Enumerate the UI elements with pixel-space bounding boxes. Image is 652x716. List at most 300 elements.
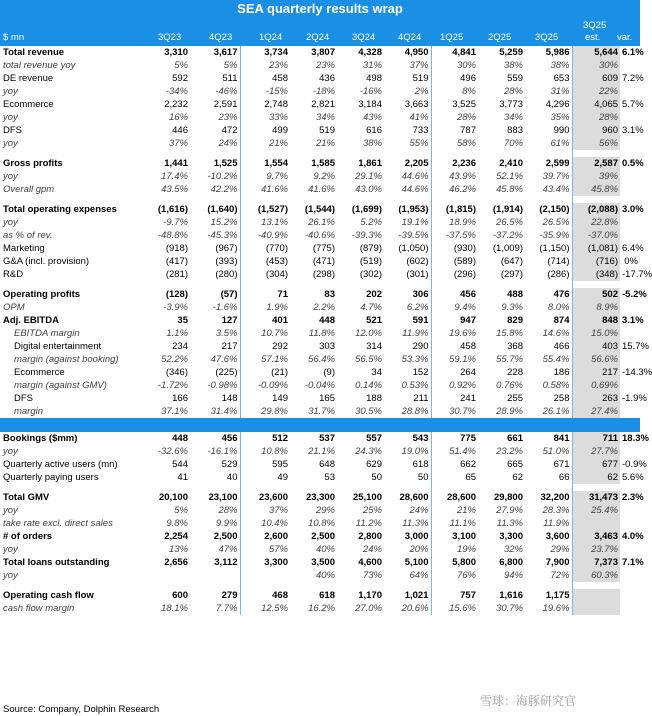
cell-variance: -0.9% xyxy=(622,459,647,470)
cell-value: 4,950 xyxy=(404,47,429,58)
cell-value: -40.9% xyxy=(240,229,290,242)
row-label: Adj. EBITDA xyxy=(3,315,59,326)
table-row xyxy=(0,458,640,471)
cell-variance: -14.3% xyxy=(622,367,652,378)
row-label: DE revenue xyxy=(3,73,54,84)
cell-variance: 15.7% xyxy=(622,341,649,352)
cell-variance xyxy=(620,301,640,314)
cell-value: 3,500 xyxy=(311,557,335,568)
table-row xyxy=(0,170,640,183)
cell-value: 2% xyxy=(414,86,429,97)
col-header-3q25: 3Q25 xyxy=(535,32,559,43)
cell-value: 0.14% xyxy=(355,380,382,391)
row-label: Total revenue xyxy=(3,47,65,58)
row-label: Total GMV xyxy=(3,492,50,503)
cell-estimate: 25.4% xyxy=(572,504,620,517)
cell-variance xyxy=(620,216,640,229)
row-label: yoy xyxy=(3,86,18,97)
cell-value: 37% xyxy=(240,504,290,517)
cell-variance: 3.1% xyxy=(622,315,644,326)
cell-value: 15.8% xyxy=(496,328,523,339)
cell-value: 368 xyxy=(507,341,523,352)
cell-value: 4,841 xyxy=(431,46,478,59)
cell-value: 10.7% xyxy=(240,327,290,340)
cell-value: 19% xyxy=(431,543,478,556)
cell-value: 671 xyxy=(553,459,570,470)
cell-value: 829 xyxy=(507,315,523,326)
cell-value: 41 xyxy=(177,472,188,483)
col-header-3q24: 3Q24 xyxy=(352,32,376,43)
cell-value: -39.5% xyxy=(398,230,429,241)
cell-value: 50 xyxy=(371,472,382,483)
cell-value: 41.6% xyxy=(308,184,335,195)
cell-estimate: 56% xyxy=(572,137,620,150)
cell-value: 56.5% xyxy=(355,354,382,365)
cell-value: 2,591 xyxy=(213,99,238,110)
cell-value: 32,200 xyxy=(540,492,570,503)
table-row xyxy=(0,432,640,445)
cell-value xyxy=(190,569,240,582)
cell-value: (1,150) xyxy=(539,243,570,254)
cell-value: 466 xyxy=(553,341,570,352)
cell-variance xyxy=(620,111,640,124)
col-header-1q24: 1Q24 xyxy=(259,32,283,43)
cell-value: -35.9% xyxy=(539,230,570,241)
cell-estimate: (2,088) xyxy=(572,203,620,216)
cell-value: 6.2% xyxy=(406,302,429,313)
cell-estimate: 15.0% xyxy=(572,327,620,340)
cell-value: 3,617 xyxy=(213,47,238,58)
cell-value: 228 xyxy=(507,367,523,378)
cell-value: -37.5% xyxy=(431,229,478,242)
cell-value: (21) xyxy=(240,366,290,379)
cell-variance xyxy=(620,170,640,183)
cell-value: 28.3% xyxy=(542,505,570,516)
cell-value: 653 xyxy=(553,73,570,84)
cell-value: (918) xyxy=(165,243,188,254)
cell-value: 841 xyxy=(553,433,570,444)
cell-value: 41.6% xyxy=(240,183,290,196)
cell-value: 30% xyxy=(431,59,478,72)
table-row xyxy=(0,504,640,517)
cell-value: 629 xyxy=(366,459,382,470)
cell-value: 38% xyxy=(362,138,382,149)
page-title: SEA quarterly results wrap xyxy=(0,0,640,18)
cell-value: 14.6% xyxy=(542,328,570,339)
cell-value: 10.8% xyxy=(308,518,335,529)
cell-value: 8% xyxy=(431,85,478,98)
row-label: yoy xyxy=(3,138,18,149)
cell-value: 18.1% xyxy=(161,603,188,614)
cell-value: 947 xyxy=(431,314,478,327)
cell-value: 23% xyxy=(315,60,335,71)
cell-value: 241 xyxy=(431,392,478,405)
cell-variance: 2.3% xyxy=(622,492,644,503)
cell-value: 10.4% xyxy=(240,517,290,530)
cell-value: 47.6% xyxy=(210,354,238,365)
cell-value: 152 xyxy=(412,367,429,378)
cell-value: 9.9% xyxy=(215,518,238,529)
cell-value: 11.2% xyxy=(355,518,382,529)
cell-value: 186 xyxy=(553,367,570,378)
row-label: Digital entertainment xyxy=(14,341,102,352)
cell-value: 23,300 xyxy=(305,492,335,503)
cell-value: 512 xyxy=(240,432,290,445)
cell-value: 23.2% xyxy=(496,446,523,457)
cell-value: (1,914) xyxy=(492,204,523,215)
cell-estimate: 3,463 xyxy=(572,530,620,543)
cell-value: 76% xyxy=(431,569,478,582)
cell-value: 5% xyxy=(223,60,238,71)
cell-value: 45.8% xyxy=(496,184,523,195)
cell-value: 27.0% xyxy=(355,603,382,614)
cell-value: -18% xyxy=(312,86,335,97)
col-header-2q24: 2Q24 xyxy=(306,32,330,43)
cell-value: 28,600 xyxy=(399,492,429,503)
cell-value: 234 xyxy=(172,341,188,352)
col-header-4q23: 4Q23 xyxy=(209,32,233,43)
cell-value: 519 xyxy=(319,125,335,136)
cell-value: 57.1% xyxy=(240,353,290,366)
cell-estimate: 60.3% xyxy=(572,569,620,582)
cell-value: 3,525 xyxy=(431,98,478,111)
cell-value: (302) xyxy=(359,269,382,280)
cell-value: 9.7% xyxy=(240,170,290,183)
cell-estimate: 217 xyxy=(572,366,620,379)
cell-variance xyxy=(620,85,640,98)
cell-value: 83 xyxy=(324,289,335,300)
table-row xyxy=(0,517,640,530)
cell-value: 290 xyxy=(412,341,429,352)
cell-value: 211 xyxy=(413,393,429,404)
row-label: Overall gpm xyxy=(3,184,55,195)
cell-value: 3,773 xyxy=(499,99,523,110)
cell-value: 28.8% xyxy=(401,406,429,417)
cell-value: 458 xyxy=(431,340,478,353)
row-label: Total loans outstanding xyxy=(3,557,110,568)
cell-value: 21% xyxy=(315,138,335,149)
cell-value: 70% xyxy=(503,138,523,149)
cell-variance xyxy=(620,353,640,366)
cell-value: (1,640) xyxy=(207,204,238,215)
spacer-row xyxy=(0,484,640,491)
cell-estimate: (348) xyxy=(572,268,620,281)
cell-value: 5% xyxy=(174,60,188,71)
cell-value: -0.04% xyxy=(304,380,335,391)
cell-value: 757 xyxy=(431,589,478,602)
cell-value: 1,616 xyxy=(499,590,523,601)
cell-value: (1,009) xyxy=(492,243,523,254)
cell-value: 499 xyxy=(240,124,290,137)
cell-value: 306 xyxy=(412,289,429,300)
cell-estimate: 502 xyxy=(572,288,620,301)
cell-value: 592 xyxy=(172,73,188,84)
cell-value: 4,600 xyxy=(358,557,382,568)
cell-value: 258 xyxy=(553,393,570,404)
cell-value: 55.7% xyxy=(496,354,523,365)
cell-value: 11.1% xyxy=(431,517,478,530)
cell-value: 43% xyxy=(362,112,382,123)
cell-value: 1,861 xyxy=(358,158,382,169)
cell-value: 648 xyxy=(319,459,335,470)
table-row xyxy=(0,85,640,98)
cell-value: 456 xyxy=(221,433,238,444)
cell-estimate: 960 xyxy=(572,124,620,137)
cell-value: 12.5% xyxy=(240,602,290,615)
cell-variance xyxy=(620,569,640,582)
cell-value: 436 xyxy=(319,73,335,84)
cell-value: 43.9% xyxy=(431,170,478,183)
cell-value: 23% xyxy=(240,59,290,72)
cell-estimate: 7,373 xyxy=(572,556,620,569)
cell-value: (1,699) xyxy=(351,204,382,215)
cell-value: 401 xyxy=(240,314,290,327)
cell-value: 5,259 xyxy=(499,47,523,58)
cell-value: 3,184 xyxy=(358,99,382,110)
cell-value: 52.2% xyxy=(161,354,188,365)
cell-value: 9.4% xyxy=(431,301,478,314)
cell-value: (589) xyxy=(431,255,478,268)
cell-value: 33% xyxy=(240,111,290,124)
cell-value: (346) xyxy=(165,367,188,378)
cell-value: 6,800 xyxy=(499,557,523,568)
cell-value: 31% xyxy=(362,60,382,71)
cell-variance xyxy=(620,183,640,196)
cell-value: 25% xyxy=(362,505,382,516)
cell-value: 37% xyxy=(409,60,429,71)
cell-value: 53.3% xyxy=(401,354,429,365)
row-label: as % of rev. xyxy=(3,230,53,241)
cell-value: 24.3% xyxy=(355,446,382,457)
cell-value: 40 xyxy=(226,472,238,483)
table-row xyxy=(0,216,640,229)
table-row xyxy=(0,203,640,216)
table-row xyxy=(0,255,640,268)
cell-value: 446 xyxy=(172,125,188,136)
cell-value: 38% xyxy=(550,60,570,71)
cell-value: 29.1% xyxy=(355,171,382,182)
cell-value: 3,310 xyxy=(164,47,188,58)
column-header xyxy=(0,18,640,46)
cell-value: 19.0% xyxy=(401,446,429,457)
cell-value: 618 xyxy=(319,590,335,601)
row-label: take rate excl. direct sales xyxy=(3,518,113,529)
cell-value: 55.4% xyxy=(542,354,570,365)
cell-value: 3,100 xyxy=(431,530,478,543)
cell-value: 2,600 xyxy=(240,530,290,543)
cell-value: 49 xyxy=(240,471,290,484)
cell-value: 29,800 xyxy=(493,492,523,503)
cell-variance xyxy=(620,59,640,72)
row-label: yoy xyxy=(3,544,18,555)
cell-value: 544 xyxy=(172,459,188,470)
cell-value: 166 xyxy=(172,393,188,404)
cell-value: 66 xyxy=(558,472,570,483)
cell-value: 27.9% xyxy=(496,505,523,516)
cell-value: 7,900 xyxy=(545,557,570,568)
cell-value: 42.2% xyxy=(210,184,238,195)
cell-value: 46.2% xyxy=(431,183,478,196)
cell-value: 292 xyxy=(240,340,290,353)
cell-value: 2,748 xyxy=(240,98,290,111)
cell-value: (770) xyxy=(240,242,290,255)
cell-value: 21% xyxy=(431,504,478,517)
row-label: DFS xyxy=(3,125,22,136)
cell-value: (1,544) xyxy=(304,204,335,215)
cell-value: 188 xyxy=(366,393,382,404)
cell-variance: 4.0% xyxy=(622,531,644,542)
cell-value: 456 xyxy=(431,288,478,301)
cell-value: (967) xyxy=(215,243,238,254)
cell-value xyxy=(240,569,290,582)
cell-value: 559 xyxy=(507,73,523,84)
cell-value: 44.6% xyxy=(401,171,429,182)
cell-variance: 0.5% xyxy=(622,158,644,169)
cell-value: 3,112 xyxy=(214,557,238,568)
cell-value: -1.72% xyxy=(157,380,188,391)
cell-value: 37% xyxy=(168,138,188,149)
cell-value: 31.4% xyxy=(210,406,238,417)
cell-value: (471) xyxy=(312,256,335,267)
cell-variance xyxy=(620,229,640,242)
cell-variance xyxy=(620,589,640,602)
cell-value: (453) xyxy=(240,255,290,268)
cell-estimate: 56.6% xyxy=(572,353,620,366)
cell-estimate: 31,473 xyxy=(572,491,620,504)
table-row xyxy=(0,111,640,124)
cell-variance: 5.6% xyxy=(622,472,644,483)
cell-value: 1,441 xyxy=(164,158,188,169)
cell-value: 0.92% xyxy=(431,379,478,392)
cell-value: 1,021 xyxy=(404,590,429,601)
cell-value: 127 xyxy=(221,315,238,326)
cell-value: 3,807 xyxy=(311,47,335,58)
table-row xyxy=(0,530,640,543)
cell-variance: 6.4% xyxy=(622,243,644,254)
cell-value: 29% xyxy=(550,544,570,555)
row-label: yoy xyxy=(3,446,18,457)
col-header-4q24: 4Q24 xyxy=(398,32,422,43)
cell-value: 3.5% xyxy=(215,328,238,339)
cell-variance xyxy=(620,543,640,556)
cell-value: 2,500 xyxy=(311,531,335,542)
cell-value: 30.7% xyxy=(431,405,478,418)
cell-value: 8.0% xyxy=(547,302,570,313)
cell-value: 665 xyxy=(507,459,523,470)
cell-value: 2,599 xyxy=(545,158,570,169)
cell-value: 58% xyxy=(431,137,478,150)
cell-value: 5,800 xyxy=(431,556,478,569)
cell-estimate: 45.8% xyxy=(572,183,620,196)
row-label: G&A (incl. provision) xyxy=(3,256,90,267)
cell-value: (128) xyxy=(165,289,188,300)
cell-value: 255 xyxy=(507,393,523,404)
row-label: # of orders xyxy=(3,531,53,542)
cell-value: 51.0% xyxy=(542,446,570,457)
cell-value: 1,175 xyxy=(545,590,570,601)
cell-value: 44.6% xyxy=(401,184,429,195)
cell-value: 57% xyxy=(240,543,290,556)
cell-value: 25,100 xyxy=(352,492,382,503)
cell-value: 26.5% xyxy=(542,217,570,228)
cell-value: 616 xyxy=(366,125,382,136)
cell-estimate: 27.4% xyxy=(572,405,620,418)
cell-value: 9.3% xyxy=(501,302,523,313)
cell-estimate: 62 xyxy=(572,471,620,484)
cell-estimate: 5,644 xyxy=(572,46,620,59)
table-row xyxy=(0,229,640,242)
cell-value: 529 xyxy=(221,459,238,470)
cell-value: 1,585 xyxy=(311,158,335,169)
cell-value: 2,254 xyxy=(164,531,188,542)
cell-value: 23,600 xyxy=(240,491,290,504)
cell-value: 0.53% xyxy=(401,380,429,391)
row-label: margin (against GMV) xyxy=(14,380,107,391)
cell-variance: 3.0% xyxy=(622,204,644,215)
cell-value: 20,100 xyxy=(158,492,188,503)
cell-value: 15.2% xyxy=(210,217,238,228)
cell-value: 59.1% xyxy=(431,353,478,366)
cell-value: 511 xyxy=(222,73,238,84)
cell-value xyxy=(138,569,190,582)
cell-value: 2,410 xyxy=(499,158,523,169)
cell-value: 148 xyxy=(221,393,238,404)
row-label: margin xyxy=(14,406,44,417)
table-row xyxy=(0,353,640,366)
col-header-1q25: 1Q25 xyxy=(440,32,464,43)
cell-value: 24% xyxy=(362,544,382,555)
cell-value: 28% xyxy=(503,86,523,97)
cell-value: 5.2% xyxy=(360,217,382,228)
cell-value: 26.1% xyxy=(308,217,335,228)
cell-value: 31% xyxy=(550,86,570,97)
col-header-est: est. xyxy=(585,32,601,43)
cell-value: 29.8% xyxy=(240,405,290,418)
cell-value: -39.3% xyxy=(351,230,382,241)
cell-value: 775 xyxy=(431,432,478,445)
cell-value: 448 xyxy=(319,315,335,326)
cell-value: 10.8% xyxy=(240,445,290,458)
table-row xyxy=(0,314,640,327)
row-label: Operating cash flow xyxy=(3,590,94,601)
row-label: Operating profits xyxy=(3,289,81,300)
cell-value: 1.1% xyxy=(166,328,188,339)
table-row xyxy=(0,72,640,85)
col-header-3q23: 3Q23 xyxy=(158,32,182,43)
col-header-2q25: 2Q25 xyxy=(488,32,512,43)
row-label: Quarterly active users (mn) xyxy=(3,459,118,470)
cell-value: (714) xyxy=(547,256,570,267)
cell-value: (393) xyxy=(215,256,238,267)
cell-estimate: 4,065 xyxy=(572,98,620,111)
cell-estimate: 677 xyxy=(572,458,620,471)
cell-value: 1,554 xyxy=(240,157,290,170)
table-row xyxy=(0,288,640,301)
cell-value: 472 xyxy=(221,125,238,136)
cell-variance xyxy=(620,504,640,517)
cell-value: 2,236 xyxy=(431,157,478,170)
section-divider xyxy=(0,418,640,432)
cell-value: 35 xyxy=(177,315,188,326)
cell-value: 61% xyxy=(550,138,570,149)
cell-value: 11.3% xyxy=(402,518,429,529)
cell-value: (286) xyxy=(547,269,570,280)
cell-value: 31.7% xyxy=(308,406,335,417)
table-row xyxy=(0,602,640,615)
cell-variance xyxy=(620,602,640,615)
cell-estimate xyxy=(572,517,620,530)
cell-value: 16% xyxy=(168,112,188,123)
